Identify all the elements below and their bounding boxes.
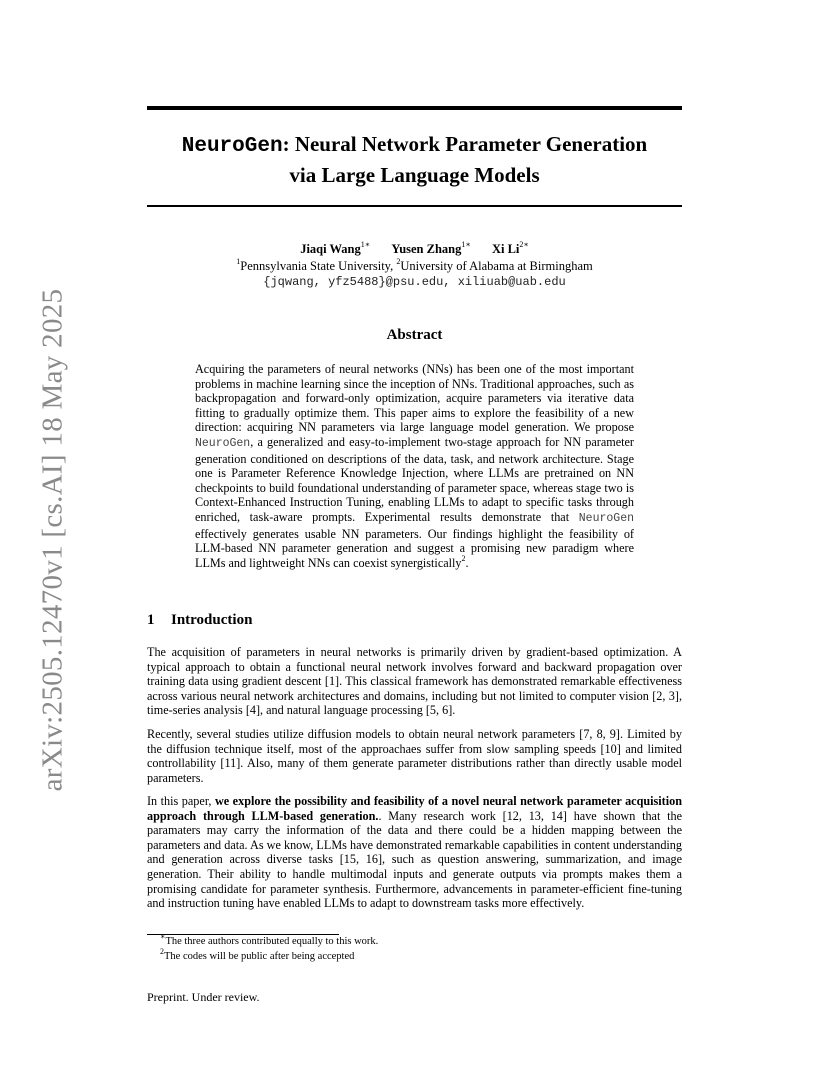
author: Jiaqi Wang$^{1∗}$ xyxy=(300,239,371,256)
page-footer: Preprint. Under review. xyxy=(147,990,260,1004)
arxiv-identifier: arXiv:2505.12470v1 [cs.AI] 18 May 2025 xyxy=(36,288,69,792)
title-line2: via Large Language Models xyxy=(289,163,540,187)
abstract-text: Acquiring the parameters of neural networks (NNs) has been one of the most important problems in machine learning since the inception of NNs. Traditional approaches, such as backpropagation and forward-only optimization, acquire parameters via iterative data fitting to gradually optimize them. This paper aims to explore the feasibility of a new direction: acquiring NN parameters via large language model generation. We propose NeuroGen, a generalized and easy-to-implement two-stage approach for NN parameter generation conditioned on descriptions of the data, task, and network architecture. Stage one is Parameter Reference Knowledge Injection, where LLMs are pretrained on NN checkpoints to build foundational understanding of parameter space, whereas stage two is Context-Enhanced Instruction Tuning, enabling LLMs to adapt to specific tasks through enriched, task-aware prompts. Experimental results demonstrate that NeuroGen effectively generates usable NN parameters. Our findings highlight the feasibility of LLM-based NN parameter generation and suggest a promising new paradigm where LLMs and lightweight NNs can coexist synergistically$^2$. xyxy=(195,362,634,570)
system-name: NeuroGen xyxy=(578,511,634,525)
footnote-ref[interactable]: 2 xyxy=(461,553,466,563)
author: Xi $Li^{2∗}$ xyxy=(491,239,529,256)
paper-title xyxy=(147,130,682,189)
section-heading xyxy=(147,612,252,629)
key-claim: we explore the possibility and feasibility of a novel neural network parameter acquisition approach through LLM-based generation. xyxy=(147,794,682,823)
affiliations: $^1$Pennsylvania State University, $^2$University of Alabama at Birmingham xyxy=(236,256,593,273)
paragraph: Recently, several studies utilize diffusion models to obtain neural network parameters [7, 8, 9]. Limited by the diffusion technique itself, most of the approachaes suffer from slow sampling speeds [10] and limited controllability [11]. Also, many of them generate parameter distributions rather than directly usable model parameters. xyxy=(147,727,682,785)
system-name: NeuroGen xyxy=(195,436,251,450)
author-list xyxy=(147,239,682,257)
footnote-rule xyxy=(147,934,339,935)
paragraph: In this paper, we explore the possibility and feasibility of a novel neural network parameter acquisition approach through LLM-based generation.. Many research work [12, 13, 14] have shown that the paramaters may carry the information of the data and there could be a hidden mapping between the parameters and data. As we know, LLMs have demonstrated remarkable capabilities in content understanding and generation across diverse tasks [15, 16], such as question answering, summarization, and image generation. Their ability to handle multimodal inputs and generate outputs via prompts makes them a promising candidate for parameter synthesis. Furthermore, advancements in parameter-efficient fine-tuning and instruction tuning have enabled LLMs to adapt to downstream tasks more effectively. xyxy=(147,794,683,911)
section-title: Introduction xyxy=(171,612,253,628)
title-line1: : Neural Network Parameter Generation xyxy=(282,132,648,156)
author: Yusen Zhang$^{1∗}$ xyxy=(391,239,471,256)
title-bottom-rule xyxy=(147,205,682,207)
title-system-name: NeuroGen xyxy=(181,135,283,158)
author-emails: {jqwang, yfz5488}@psu.edu, xiliuab@uab.edu xyxy=(263,275,566,289)
abstract-heading: Abstract xyxy=(386,327,443,343)
footnote: ∗The three authors contributed equally to this work. xyxy=(160,931,379,947)
footnote: $^2$The codes will be public after being accepted xyxy=(160,946,355,962)
section-number: 1 xyxy=(147,612,155,628)
paragraph: The acquisition of parameters in neural networks is primarily driven by gradient-based optimization. A typical approach to obtain a functional neural network involves forward and backward propagation over training data using gradient descent [1]. This classical framework has demonstrated remarkable effectiveness across various neural network architectures and domains, including but not limited to computer vision [2, 3], time-series analysis [4], and natural language processing [5, 6]. xyxy=(147,645,682,718)
title-top-rule xyxy=(147,106,682,110)
